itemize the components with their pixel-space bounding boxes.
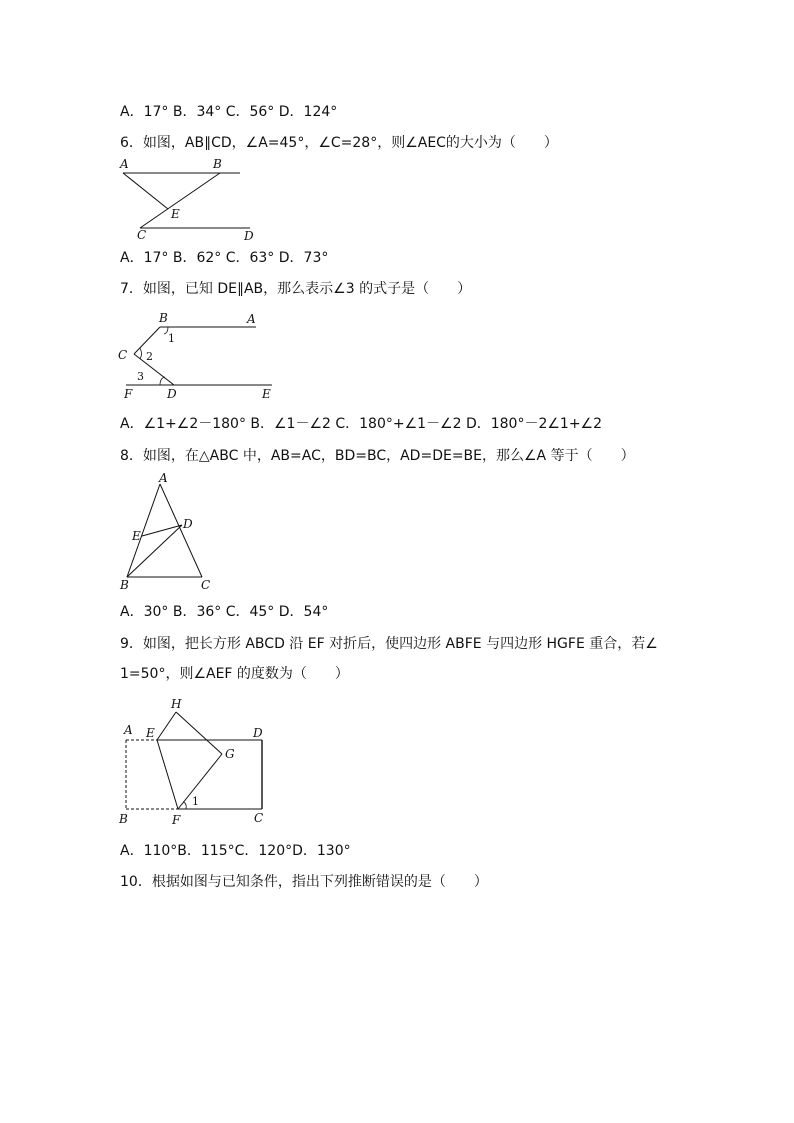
q7-label-b: B [159, 311, 168, 325]
q6-options: A．17° B．62° C．63° D．73° [120, 250, 329, 266]
q6-label-c: C [137, 228, 147, 242]
q9-label-c: C [254, 811, 264, 825]
q8-label-e: E [132, 529, 141, 543]
q9-label-e: E [146, 726, 155, 740]
q8-side-ac [160, 484, 202, 577]
q7-arc-2 [140, 348, 142, 359]
q9-label-g: G [225, 747, 235, 761]
q5-options: A．17° B．34° C．56° D．124° [120, 104, 338, 120]
q7-options: A．∠1+∠2－180° B．∠1－∠2 C．180°+∠1－∠2 D．180°－2∠1+∠2 [120, 416, 603, 432]
q7-label-d: D [167, 387, 177, 401]
q6-label-a: A [120, 157, 129, 171]
q6-line-ae [123, 173, 168, 209]
q8-options: A．30° B．36° C．45° D．54° [120, 604, 329, 620]
q9-line-eh [157, 712, 176, 740]
q9-angle-1: 1 [192, 795, 199, 808]
q8-label-b: B [120, 578, 129, 592]
q6-label-e: E [171, 207, 180, 221]
q8-label-a: A [159, 471, 168, 485]
q7-label-e: E [262, 387, 271, 401]
q7-figure [110, 308, 280, 403]
q10-question: 10．根据如图与已知条件，指出下列推断错误的是（ ） [120, 874, 488, 890]
q6-label-d: D [244, 229, 254, 243]
q8-figure [110, 470, 220, 595]
q6-figure [110, 155, 270, 245]
q7-label-a: A [247, 312, 256, 326]
q9-question-line2: 1=50°，则∠AEF 的度数为（ ） [120, 666, 349, 682]
q8-label-d: D [183, 517, 193, 531]
q9-figure [110, 692, 280, 832]
q7-angle-2: 2 [146, 350, 153, 363]
q9-line-hg [176, 712, 222, 754]
q7-question: 7．如图，已知 DE∥AB，那么表示∠3 的式子是（ ） [120, 281, 472, 297]
q7-arc-3 [160, 377, 165, 385]
q6-line-be [140, 173, 220, 228]
q6-question: 6．如图，AB∥CD，∠A=45°，∠C=28°，则∠AEC的大小为（ ） [120, 135, 558, 151]
q9-arc-1 [183, 802, 186, 809]
q8-question: 8．如图，在△ABC 中，AB=AC，BD=BC，AD=DE=BE，那么∠A 等于（ ） [120, 448, 635, 464]
q9-line-ef [157, 740, 178, 809]
q9-label-b: B [119, 812, 128, 826]
q7-label-f: F [124, 387, 133, 401]
q9-line-gf [178, 754, 222, 809]
q7-angle-3: 3 [137, 370, 144, 383]
q9-label-f: F [172, 813, 181, 827]
q6-label-b: B [213, 157, 222, 171]
q7-angle-1: 1 [168, 332, 175, 345]
q9-label-a: A [124, 723, 133, 737]
q7-label-c: C [118, 348, 128, 362]
q9-question-line1: 9．如图，把长方形 ABCD 沿 EF 对折后，使四边形 ABFE 与四边形 HGFE 重合，若∠ [120, 636, 658, 652]
q9-label-h: H [171, 697, 182, 711]
q8-label-c: C [201, 578, 211, 592]
q9-label-d: D [253, 726, 263, 740]
q9-options: A．110°B．115°C．120°D．130° [120, 843, 351, 859]
